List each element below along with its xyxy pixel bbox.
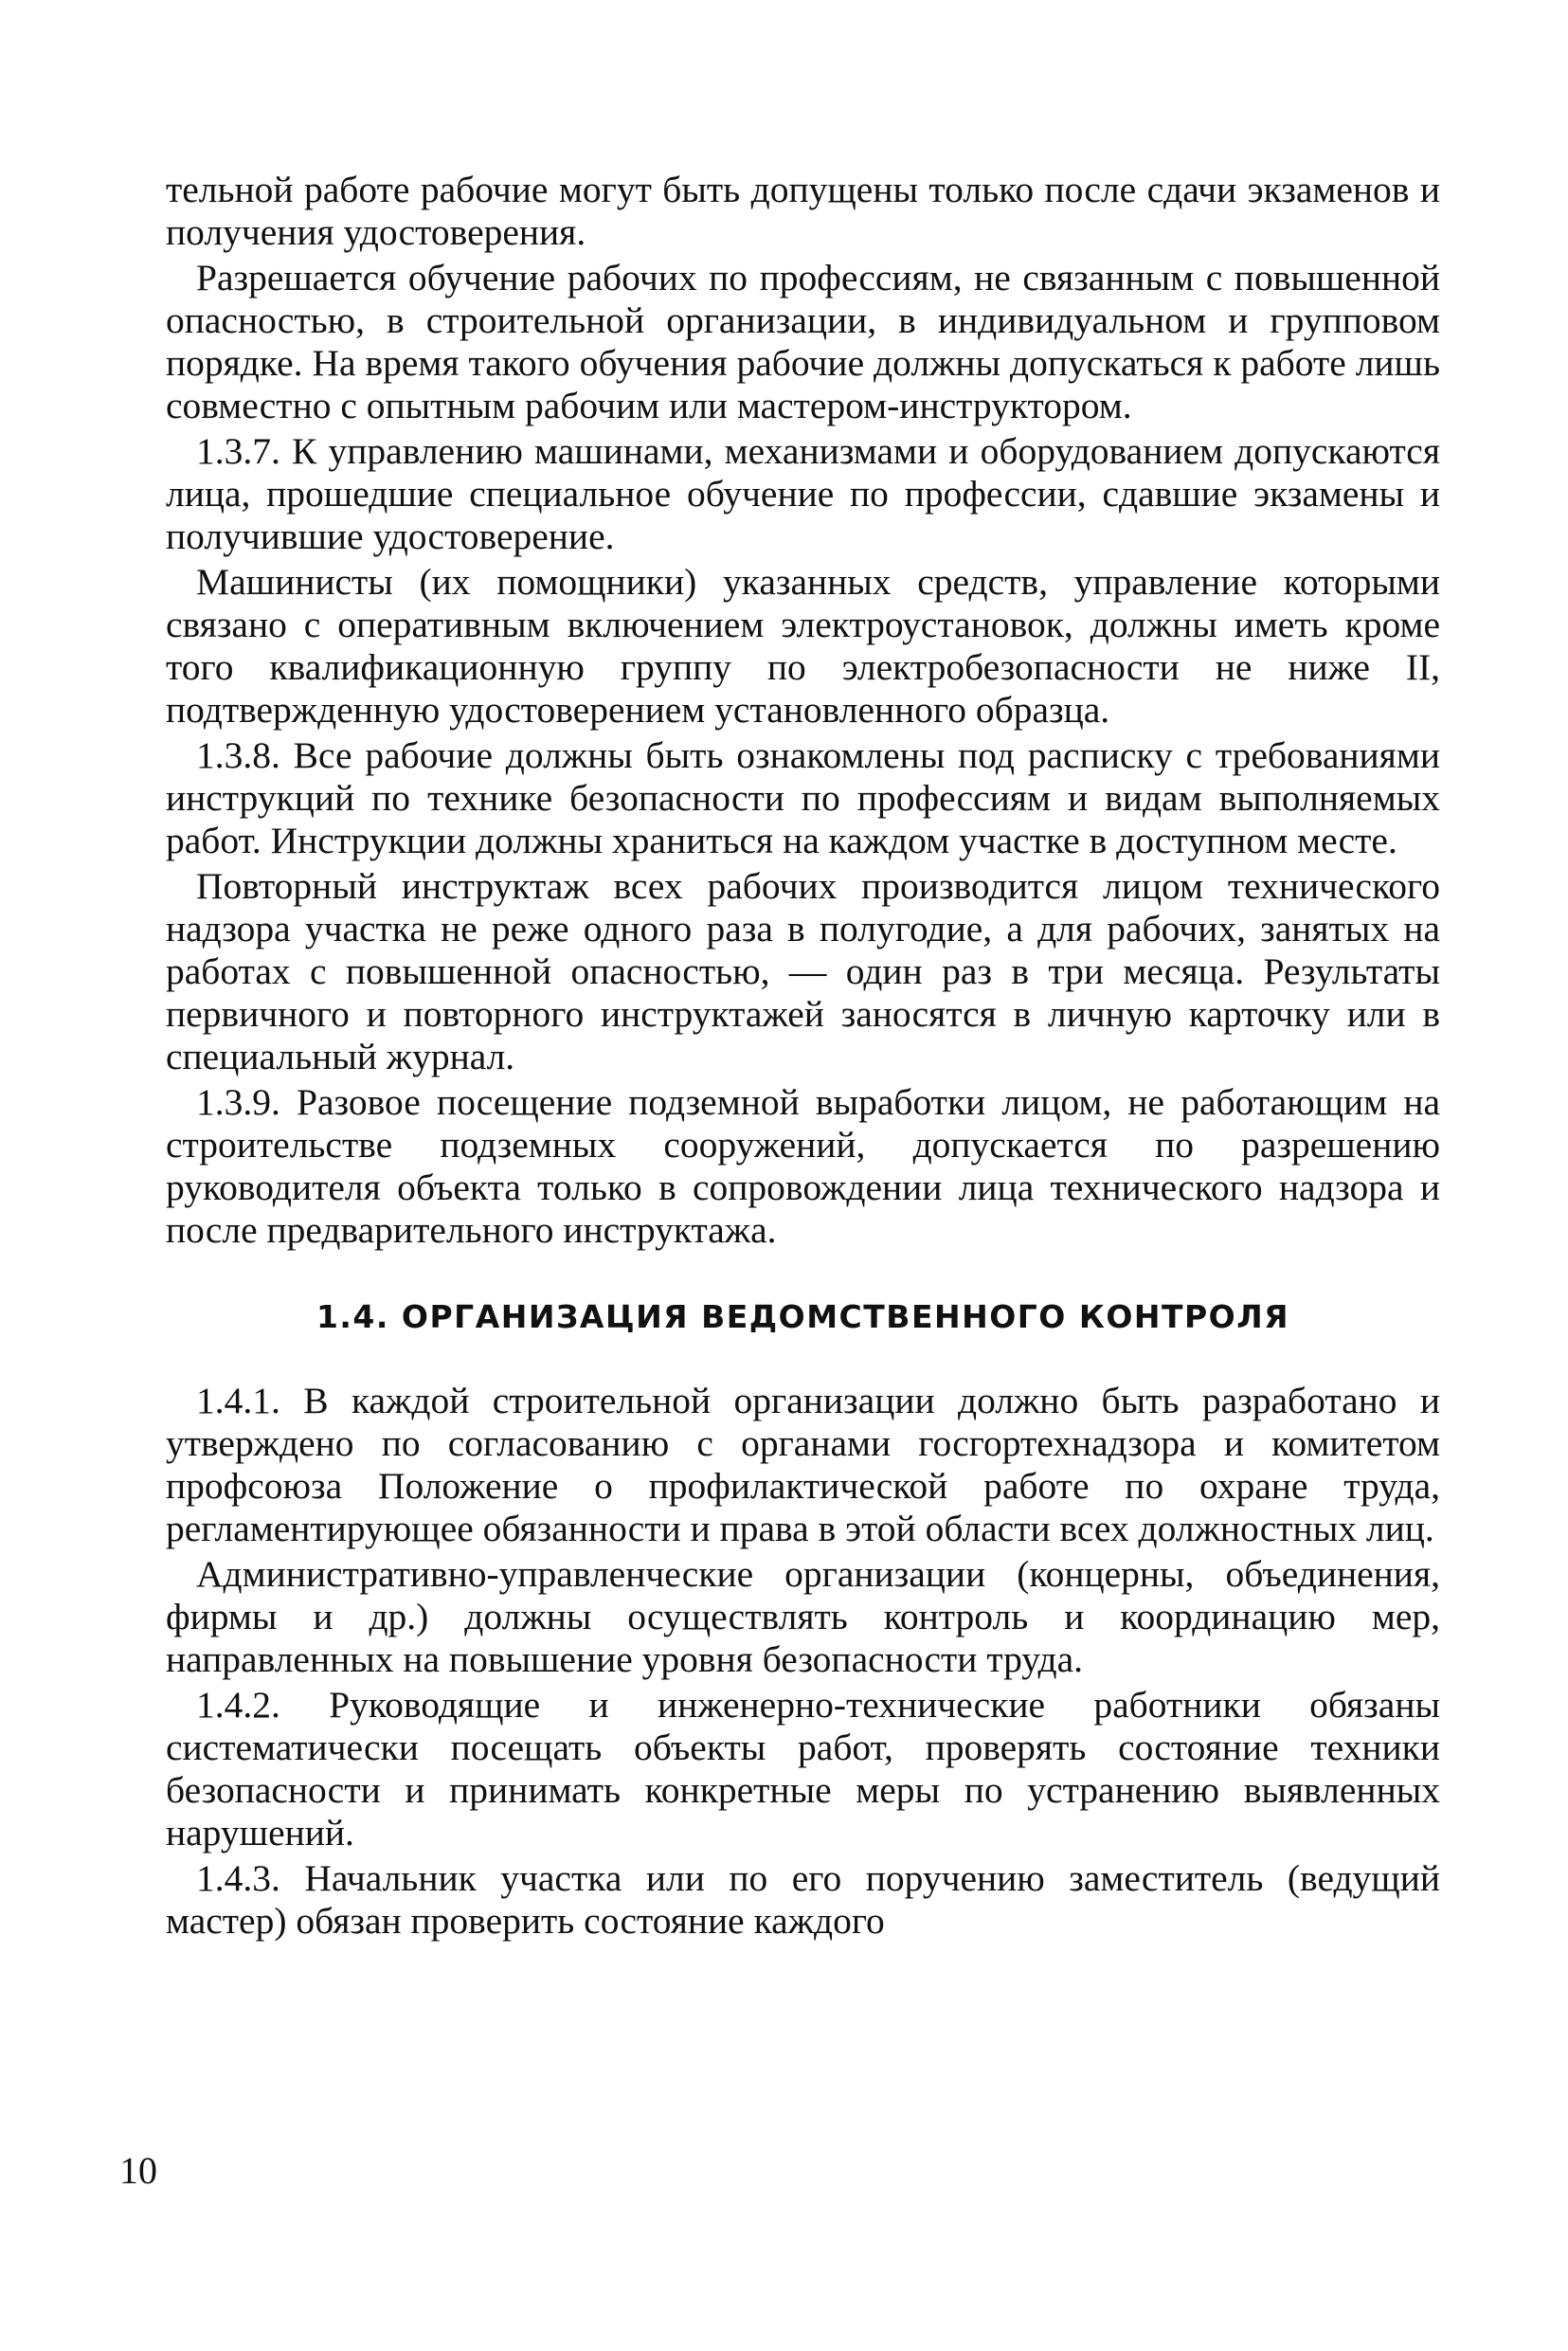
paragraph-exam-admission: тельной работе рабочие могут быть допущены только после сдачи экзаменов и получения удостоверения. bbox=[166, 169, 1440, 253]
paragraph-machinists: Машинисты (их помощники) указанных средств, управление которыми связано с оперативным включением электроустановок, должны иметь кроме того квалификационную группу по электробезопасности не ниже II, подтвержденную удостоверением установленного образца. bbox=[166, 561, 1440, 731]
paragraph-1-3-7: 1.3.7. К управлению машинами, механизмами и оборудованием допускаются лица, прошедшие специальное обучение по профессии, сдавшие экзамены и получившие удостоверение. bbox=[166, 430, 1440, 557]
paragraph-repeat-instruction: Повторный инструктаж всех рабочих производится лицом технического надзора участка не реже одного раза в полугодие, а для рабочих, занятых на работах с повышенной опасностью, — один раз в три месяца. Результаты первичного и повторного инструктажей заносятся в личную карточку или в специальный журнал. bbox=[166, 865, 1440, 1077]
paragraph-1-4-3: 1.4.3. Начальник участка или по его поручению заместитель (ведущий мастер) обязан проверить состояние каждого bbox=[166, 1857, 1440, 1942]
page-number: 10 bbox=[119, 2149, 157, 2192]
paragraph-administrative-organizations: Административно-управленческие организации (концерны, объединения, фирмы и др.) должны осуществлять контроль и координацию мер, направленных на повышение уровня безопасности труда. bbox=[166, 1553, 1440, 1680]
paragraph-1-4-2: 1.4.2. Руководящие и инженерно-технические работники обязаны систематически посещать объекты работ, проверять состояние техники безопасности и принимать конкретные меры по устранению выявленных нарушений. bbox=[166, 1684, 1440, 1854]
paragraph-training-permission: Разрешается обучение рабочих по профессиям, не связанным с повышенной опасностью, в строительной организации, в индивидуальном и групповом порядке. На время такого обучения рабочие должны допускаться к работе лишь совместно с опытным рабочим или мастером-инструктором. bbox=[166, 257, 1440, 426]
paragraph-1-4-1: 1.4.1. В каждой строительной организации должно быть разработано и утверждено по согласованию с органами госгортехнадзора и комитетом профсоюза Положение о профилактической работе по охране труда, регламентирующее обязанности и права в этой области всех должностных лиц. bbox=[166, 1380, 1440, 1549]
paragraph-1-3-9: 1.3.9. Разовое посещение подземной выработки лицом, не работающим на строительстве подземных сооружений, допускается по разрешению руководителя объекта только в сопровождении лица технического надзора и после предварительного инструктажа. bbox=[166, 1081, 1440, 1251]
section-heading: 1.4. ОРГАНИЗАЦИЯ ВЕДОМСТВЕННОГО КОНТРОЛЯ bbox=[315, 1298, 1290, 1335]
paragraph-1-3-8: 1.3.8. Все рабочие должны быть ознакомлены под расписку с требованиями инструкций по технике безопасности по профессиям и видам выполняемых работ. Инструкции должны храниться на каждом участке в доступном месте. bbox=[166, 734, 1440, 861]
page-body bbox=[166, 169, 1440, 1943]
